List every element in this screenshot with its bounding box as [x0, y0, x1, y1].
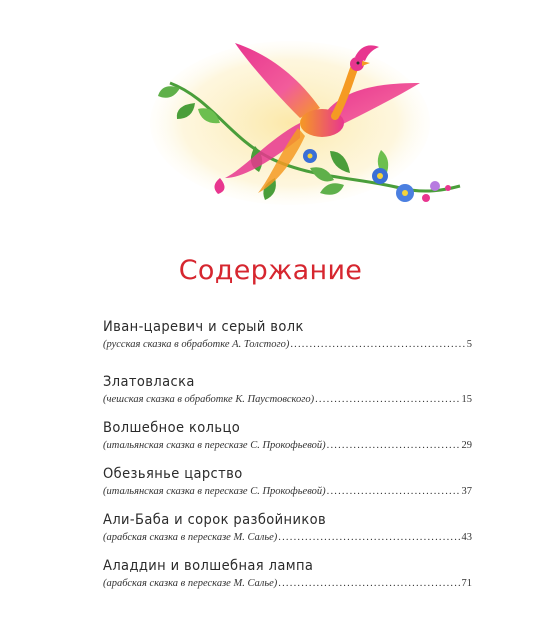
- toc-entry-subtitle-row: [103, 530, 472, 545]
- toc-entry: [103, 511, 472, 545]
- toc-entry-subtitle-row: [103, 337, 472, 352]
- toc-leader-dots: [327, 484, 461, 499]
- toc-leader-dots: [278, 576, 460, 591]
- toc-entry: [103, 557, 472, 591]
- toc-entry: [103, 465, 472, 499]
- toc-entry-subtitle-row: [103, 438, 472, 453]
- firebird-with-flowers-icon: [150, 28, 470, 228]
- toc-entry-subtitle-row: [103, 484, 472, 499]
- toc-entry: [103, 373, 472, 407]
- toc-entry-page: 29: [461, 440, 472, 451]
- toc-entry-page: 5: [466, 339, 472, 350]
- toc-entry-subtitle: (чешская сказка в обработке К. Паустовского): [103, 394, 315, 405]
- toc-entry-subtitle: (арабская сказка в пересказе М. Салье): [103, 532, 278, 543]
- toc-entry: [103, 318, 472, 352]
- table-of-contents: [103, 318, 472, 591]
- toc-entry-title: Обезьянье царство: [103, 466, 243, 482]
- toc-entry-page: 37: [461, 486, 472, 497]
- toc-entry-subtitle: (русская сказка в обработке А. Толстого): [103, 339, 290, 350]
- toc-leader-dots: [290, 337, 465, 352]
- toc-leader-dots: [315, 392, 460, 407]
- toc-entry-title: Али-Баба и сорок разбойников: [103, 512, 327, 528]
- toc-entry-title: Аладдин и волшебная лампа: [103, 558, 314, 574]
- toc-entry-subtitle: (арабская сказка в пересказе М. Салье): [103, 578, 278, 589]
- toc-entry-subtitle-row: [103, 392, 472, 407]
- toc-entry-title: Иван-царевич и серый волк: [103, 319, 304, 335]
- toc-leader-dots: [327, 438, 461, 453]
- toc-entry-title: Волшебное кольцо: [103, 420, 241, 436]
- toc-entry: [103, 419, 472, 453]
- toc-entry-page: 71: [461, 578, 472, 589]
- toc-entry-page: 15: [461, 394, 472, 405]
- page-title: Содержание: [178, 255, 363, 286]
- toc-entry-subtitle-row: [103, 576, 472, 591]
- toc-entry-page: 43: [461, 532, 472, 543]
- toc-entry-title: Златовласка: [103, 374, 195, 390]
- toc-entry-subtitle: (итальянская сказка в пересказе С. Прокофьевой): [103, 440, 326, 451]
- toc-entry-subtitle: (итальянская сказка в пересказе С. Прокофьевой): [103, 486, 326, 497]
- toc-leader-dots: [278, 530, 460, 545]
